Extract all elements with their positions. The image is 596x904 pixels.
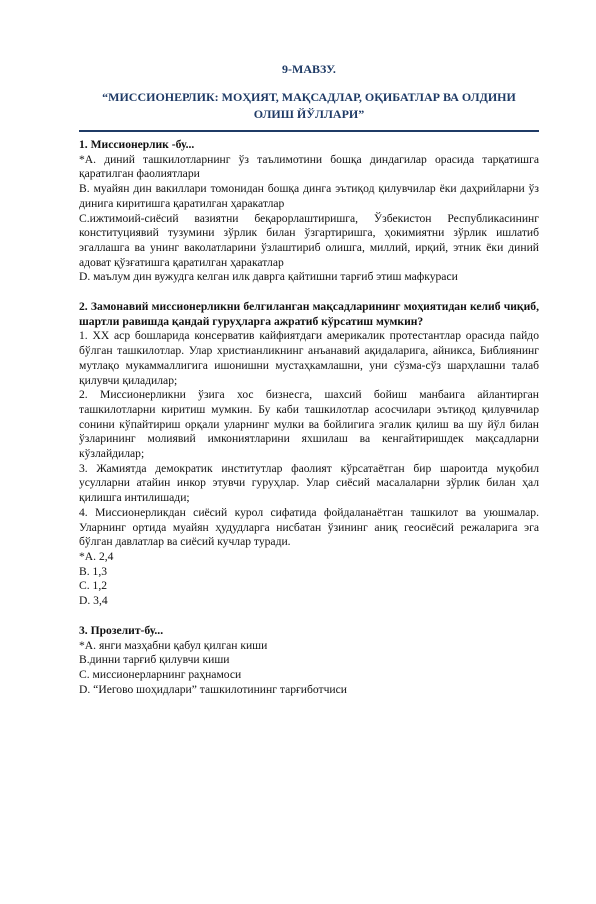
topic-number: 9-МАВЗУ. bbox=[282, 62, 336, 76]
option-d: D. маълум дин вужудга келган илк даврга қайтишни тарғиб этиш мафкураси bbox=[79, 270, 458, 284]
document-title: “МИССИОНЕРЛИК: МОҲИЯТ, МАҚСАДЛАР, ОҚИБАТЛАР ВА ОЛДИНИ ОЛИШ ЙЎЛЛАРИ” bbox=[102, 90, 516, 121]
statement-3: 3. Жамиятда демократик институтлар фаолият кўрсатаётган бир шароитда муқобил усулларни атайин инкор этувчи гуруҳлар. Улар сиёсий масалаларни зўрлик билан ҳал қилишга интилишади; bbox=[79, 461, 539, 505]
document-page bbox=[0, 62, 596, 904]
option-d: D. 3,4 bbox=[79, 594, 108, 608]
option-c: С.ижтимоий-сиёсий вазиятни беқарорлаштиришга, Ўзбекистон Республикасининг конституциявий тузумини зўрлик билан ўзгартиришга, ҳокимиятни зўрлик ишлатиб эгаллашга ва унинг ваколатларини ўзлаштириб олишга, миллий, ирқий, этник ёки диний адоват қўзғатишга қаратилган ҳаракатлар bbox=[79, 211, 539, 269]
statement-4: 4. Миссионерликдан сиёсий курол сифатида фойдаланаётган ташкилот ва уюшмалар. Уларнинг ортида муайян ҳудудларга нисбатан ўзининг аниқ геосиёсий режаларига эга бўлган давлатлар ва сиёсий кучлар туради. bbox=[79, 505, 539, 549]
option-a: *А. янги мазҳабни қабул қилган киши bbox=[79, 638, 268, 652]
question-1 bbox=[79, 138, 539, 285]
option-a: *А. 2,4 bbox=[79, 549, 114, 563]
spacer bbox=[79, 609, 539, 624]
question-title: 2. Замонавий миссионерликни белгиланган мақсадларининг моҳиятидан келиб чиқиб, шартли равишда қандай гуруҳларга ажратиб кўрсатиш мумкин? bbox=[79, 300, 539, 328]
option-b: В. муайян дин вакиллари томонидан бошқа динга эътиқод қилувчилар ёки даҳрийларни ўз динига киритишга қаратилган ҳаракатлар bbox=[79, 182, 539, 210]
option-b: В.динни тарғиб қилувчи киши bbox=[79, 653, 230, 667]
title-divider bbox=[79, 130, 539, 132]
question-title: 1. Миссионерлик -бу... bbox=[79, 138, 195, 151]
question-2 bbox=[79, 300, 539, 609]
option-a: *А. диний ташкилотларнинг ўз таълимотини бошқа диндагилар орасида тарқатишга қаратилган фаолиятлари bbox=[79, 152, 539, 181]
question-title: 3. Прозелит-бу... bbox=[79, 623, 164, 637]
option-c: С. 1,2 bbox=[79, 579, 108, 593]
option-d: D. “Иегово шоҳидлари” ташкилотининг тарғиботчиси bbox=[79, 682, 347, 696]
option-c: С. миссионерларнинг раҳнамоси bbox=[79, 667, 242, 681]
option-b: В. 1,3 bbox=[79, 564, 108, 578]
statement-1: 1. XX аср бошларида консерватив кайфиятдаги америкалик протестантлар орасида пайдо бўлган ташкилотлар. Улар христианликнинг анъанавий ақидаларига, айникса, Библиянинг мутлақо мукаммаллигига ишонишни мустаҳкамлашни, уни сўзма-сўз шарҳлашни талаб қилувчи қиладилар; bbox=[79, 329, 539, 387]
spacer bbox=[79, 285, 539, 300]
statement-2: 2. Миссионерликни ўзига хос бизнесга, шахсий бойиш манбаига айлантирган ташкилотларни киритиш мумкин. Бу каби ташкилотлар асосчилари эътиқод қилувчилар сонини кўпайтириш орқали уларнинг мулки ва бойлигига эгалик қилиш ва шу йўл билан ўзларининг молиявий имкониятларини яхшилаш ва кенгайтиришдек мақсадларни кўзлайдилар; bbox=[79, 388, 539, 461]
question-3 bbox=[79, 624, 539, 698]
